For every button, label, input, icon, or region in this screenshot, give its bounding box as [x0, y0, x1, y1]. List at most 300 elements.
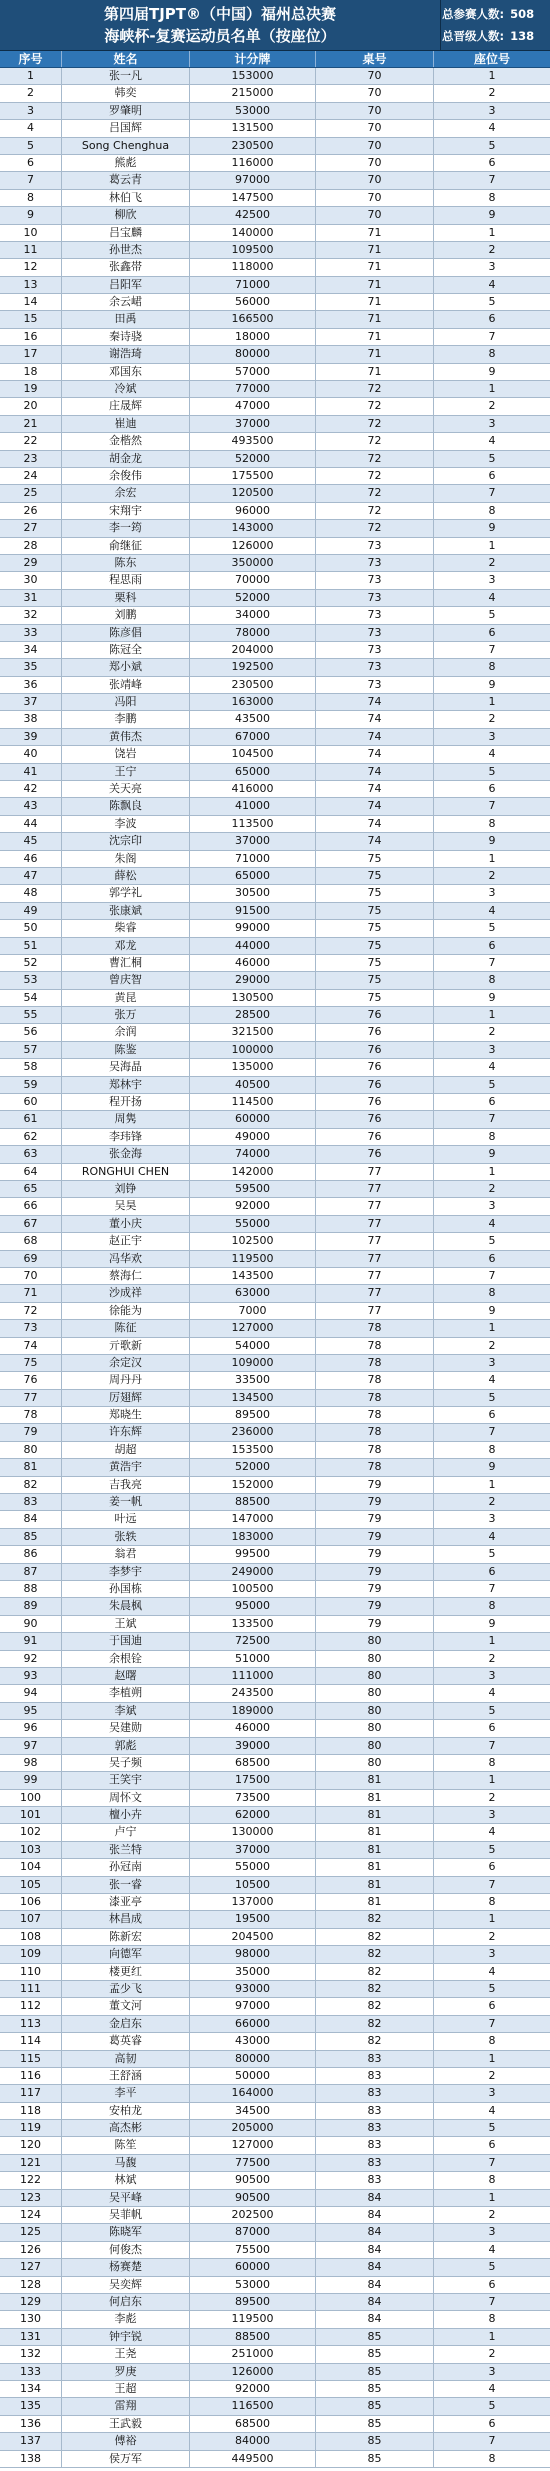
row-index: 128 [0, 2277, 62, 2293]
table-row [0, 1042, 550, 1059]
table-number: 77 [316, 1164, 434, 1180]
table-row [0, 68, 550, 85]
table-number: 85 [316, 2398, 434, 2414]
row-index: 103 [0, 1842, 62, 1858]
table-row [0, 677, 550, 694]
seat-number: 8 [488, 660, 496, 674]
seat-number: 6 [488, 1721, 496, 1735]
table-row [0, 798, 550, 815]
player-name: 翁君 [62, 1546, 190, 1562]
table-row [0, 1459, 550, 1476]
player-name: 林斌 [62, 2172, 190, 2188]
row-index: 115 [0, 2051, 62, 2067]
table-number: 70 [316, 155, 434, 171]
table-number: 79 [316, 1616, 434, 1632]
row-index: 66 [0, 1198, 62, 1214]
player-name: 张金海 [62, 1146, 190, 1162]
player-name: 亓歌新 [62, 1338, 190, 1354]
seat-number: 7 [488, 955, 496, 969]
seat-number: 8 [488, 2034, 496, 2048]
chip-count: 46000 [190, 1720, 316, 1736]
table-number: 79 [316, 1511, 434, 1527]
player-name: 余根铨 [62, 1651, 190, 1667]
table-row [0, 2242, 550, 2259]
chip-count: 147000 [190, 1511, 316, 1527]
seat-number: 6 [488, 1095, 496, 1109]
seat-number: 8 [488, 2173, 496, 2187]
table-number: 80 [316, 1738, 434, 1754]
table-number: 81 [316, 1790, 434, 1806]
table-number: 79 [316, 1477, 434, 1493]
table-row [0, 1511, 550, 1528]
table-number: 71 [316, 311, 434, 327]
row-index: 84 [0, 1511, 62, 1527]
table-row [0, 190, 550, 207]
seat-number: 7 [488, 486, 496, 500]
seat-number: 6 [488, 1251, 496, 1265]
seat-number: 3 [488, 416, 496, 430]
seat-number: 9 [488, 521, 496, 535]
seat-number: 1 [488, 1321, 496, 1335]
player-name: 许东辉 [62, 1424, 190, 1440]
chip-count: 133500 [190, 1616, 316, 1632]
chip-count: 47000 [190, 398, 316, 414]
chip-count: 49000 [190, 1129, 316, 1145]
row-index: 64 [0, 1164, 62, 1180]
player-name: 邓国东 [62, 364, 190, 380]
chip-count: 215000 [190, 85, 316, 101]
player-name: 张靖峰 [62, 677, 190, 693]
seat-number: 3 [488, 1668, 496, 1682]
table-number: 83 [316, 2137, 434, 2153]
table-row [0, 520, 550, 537]
player-name: 吴海晶 [62, 1059, 190, 1075]
row-index: 102 [0, 1824, 62, 1840]
table-row [0, 1529, 550, 1546]
table-row [0, 1024, 550, 1041]
player-name: 余云峮 [62, 294, 190, 310]
table-row [0, 2364, 550, 2381]
player-name: 李彪 [62, 2311, 190, 2327]
total-entrants-label: 总参赛人数: [442, 7, 505, 21]
chip-count: 102500 [190, 1233, 316, 1249]
table-number: 78 [316, 1320, 434, 1336]
table-number: 80 [316, 1755, 434, 1771]
player-name: 柳欣 [62, 207, 190, 223]
row-index: 33 [0, 625, 62, 641]
seat-number: 9 [488, 1303, 496, 1317]
table-number: 70 [316, 103, 434, 119]
table-number: 81 [316, 1894, 434, 1910]
seat-number: 5 [488, 1842, 496, 1856]
table-number: 80 [316, 1685, 434, 1701]
row-index: 134 [0, 2381, 62, 2397]
player-name: RONGHUI CHEN [62, 1164, 190, 1180]
row-index: 100 [0, 1790, 62, 1806]
table-number: 84 [316, 2224, 434, 2240]
player-name: 谢浩琦 [62, 346, 190, 362]
chip-count: 91500 [190, 903, 316, 919]
player-name: 宋翔宇 [62, 503, 190, 519]
row-index: 29 [0, 555, 62, 571]
row-index: 89 [0, 1598, 62, 1614]
player-name: 徐能为 [62, 1303, 190, 1319]
seat-number: 4 [488, 1373, 496, 1387]
table-row [0, 1651, 550, 1668]
player-name: 张康斌 [62, 903, 190, 919]
row-index: 35 [0, 659, 62, 675]
seat-number: 3 [488, 573, 496, 587]
player-name: 吕宝麟 [62, 225, 190, 241]
row-index: 5 [0, 138, 62, 154]
table-number: 77 [316, 1268, 434, 1284]
row-index: 99 [0, 1772, 62, 1788]
chip-count: 251000 [190, 2346, 316, 2362]
table-row [0, 1581, 550, 1598]
player-name: 张轶 [62, 1529, 190, 1545]
chip-count: 134500 [190, 1390, 316, 1406]
chip-count: 84000 [190, 2433, 316, 2449]
row-index: 70 [0, 1268, 62, 1284]
table-number: 77 [316, 1251, 434, 1267]
table-row [0, 2398, 550, 2415]
row-index: 24 [0, 468, 62, 484]
player-name: 钟宇锐 [62, 2329, 190, 2345]
table-number: 73 [316, 538, 434, 554]
seat-number: 1 [488, 2190, 496, 2204]
chip-count: 29000 [190, 972, 316, 988]
seat-number: 5 [488, 295, 496, 309]
table-number: 74 [316, 781, 434, 797]
chip-count: 118000 [190, 259, 316, 275]
row-index: 125 [0, 2224, 62, 2240]
player-name: 李平 [62, 2085, 190, 2101]
table-row [0, 1181, 550, 1198]
seat-number: 1 [488, 69, 496, 82]
player-name: 李植朔 [62, 1685, 190, 1701]
table-row [0, 1633, 550, 1650]
player-name: 秦诗骁 [62, 329, 190, 345]
row-index: 131 [0, 2329, 62, 2345]
row-index: 79 [0, 1424, 62, 1440]
player-name: 沙成祥 [62, 1285, 190, 1301]
table-row [0, 1268, 550, 1285]
table-number: 74 [316, 729, 434, 745]
seat-number: 4 [488, 1964, 496, 1978]
row-index: 82 [0, 1477, 62, 1493]
table-number: 71 [316, 259, 434, 275]
row-index: 1 [0, 68, 62, 84]
column-header-chips: 计分牌 [190, 51, 316, 67]
chip-count: 89500 [190, 2294, 316, 2310]
chip-count: 68500 [190, 1755, 316, 1771]
player-name: 雷翔 [62, 2398, 190, 2414]
row-index: 67 [0, 1216, 62, 1232]
chip-count: 114500 [190, 1094, 316, 1110]
table-row [0, 1755, 550, 1772]
chip-count: 53000 [190, 103, 316, 119]
table-number: 78 [316, 1390, 434, 1406]
chip-count: 50000 [190, 2068, 316, 2084]
seat-number: 1 [488, 1634, 496, 1648]
table-row [0, 1146, 550, 1163]
table-row [0, 851, 550, 868]
player-name: 吴建勋 [62, 1720, 190, 1736]
row-index: 98 [0, 1755, 62, 1771]
table-number: 82 [316, 1911, 434, 1927]
row-index: 113 [0, 2016, 62, 2032]
player-name: 厉翅辉 [62, 1390, 190, 1406]
seat-number: 4 [488, 1216, 496, 1230]
chip-count: 143500 [190, 1268, 316, 1284]
seat-number: 4 [488, 121, 496, 135]
table-number: 85 [316, 2433, 434, 2449]
chip-count: 119500 [190, 2311, 316, 2327]
row-index: 8 [0, 190, 62, 206]
chip-count: 97000 [190, 1998, 316, 2014]
row-index: 50 [0, 920, 62, 936]
table-number: 80 [316, 1668, 434, 1684]
table-number: 78 [316, 1424, 434, 1440]
seat-number: 2 [488, 2208, 496, 2222]
table-number: 84 [316, 2311, 434, 2327]
table-row [0, 138, 550, 155]
table-number: 79 [316, 1529, 434, 1545]
table-number: 80 [316, 1651, 434, 1667]
player-name: 庄晟辉 [62, 398, 190, 414]
seat-number: 6 [488, 2416, 496, 2430]
chip-count: 116500 [190, 2398, 316, 2414]
table-number: 82 [316, 1929, 434, 1945]
row-index: 133 [0, 2364, 62, 2380]
row-index: 52 [0, 955, 62, 971]
player-name: 张兰特 [62, 1842, 190, 1858]
row-index: 60 [0, 1094, 62, 1110]
seat-number: 2 [488, 1338, 496, 1352]
player-name: 邓龙 [62, 938, 190, 954]
table-row [0, 729, 550, 746]
seat-number: 3 [488, 260, 496, 274]
table-row [0, 885, 550, 902]
table-number: 81 [316, 1824, 434, 1840]
table-number: 76 [316, 1007, 434, 1023]
player-name: 余俊伟 [62, 468, 190, 484]
row-index: 11 [0, 242, 62, 258]
table-row [0, 1285, 550, 1302]
chip-count: 130500 [190, 990, 316, 1006]
table-number: 75 [316, 903, 434, 919]
chip-count: 67000 [190, 729, 316, 745]
seat-number: 5 [488, 764, 496, 778]
table-row [0, 1598, 550, 1615]
table-number: 79 [316, 1598, 434, 1614]
chip-count: 72500 [190, 1633, 316, 1649]
table-row [0, 1094, 550, 1111]
table-row [0, 1355, 550, 1372]
seat-number: 4 [488, 434, 496, 448]
row-index: 55 [0, 1007, 62, 1023]
player-name: 周丹丹 [62, 1372, 190, 1388]
seat-number: 3 [488, 1042, 496, 1056]
seat-number: 9 [488, 1147, 496, 1161]
seat-number: 2 [488, 399, 496, 413]
chip-count: 53000 [190, 2277, 316, 2293]
seat-number: 7 [488, 1581, 496, 1595]
chip-count: 59500 [190, 1181, 316, 1197]
row-index: 12 [0, 259, 62, 275]
row-index: 47 [0, 868, 62, 884]
table-row [0, 555, 550, 572]
player-name: 陈彦倡 [62, 625, 190, 641]
table-row [0, 311, 550, 328]
seat-number: 3 [488, 1355, 496, 1369]
seat-number: 2 [488, 712, 496, 726]
table-row [0, 990, 550, 1007]
seat-number: 9 [488, 990, 496, 1004]
table-row [0, 972, 550, 989]
seat-number: 9 [488, 677, 496, 691]
table-number: 84 [316, 2190, 434, 2206]
player-name: 陈征 [62, 1320, 190, 1336]
player-name: 高韧 [62, 2051, 190, 2067]
chip-count: 37000 [190, 833, 316, 849]
chip-count: 147500 [190, 190, 316, 206]
seat-number: 3 [488, 2086, 496, 2100]
table-number: 75 [316, 868, 434, 884]
row-index: 17 [0, 346, 62, 362]
table-number: 70 [316, 120, 434, 136]
table-number: 70 [316, 68, 434, 84]
table-number: 76 [316, 1024, 434, 1040]
seat-number: 5 [488, 138, 496, 152]
table-row [0, 2137, 550, 2154]
table-row [0, 2346, 550, 2363]
chip-count: 109000 [190, 1355, 316, 1371]
table-row [0, 485, 550, 502]
seat-number: 8 [488, 973, 496, 987]
seat-number: 7 [488, 2295, 496, 2308]
table-row [0, 259, 550, 276]
row-index: 94 [0, 1685, 62, 1701]
table-row [0, 2033, 550, 2050]
seat-number: 5 [488, 1234, 496, 1248]
table-row [0, 1442, 550, 1459]
table-number: 73 [316, 677, 434, 693]
seat-number: 1 [488, 2329, 496, 2343]
row-index: 30 [0, 572, 62, 588]
table-row [0, 2294, 550, 2311]
player-name: 周隽 [62, 1111, 190, 1127]
player-name: 余润 [62, 1024, 190, 1040]
table-row [0, 1790, 550, 1807]
chip-count: 40500 [190, 1077, 316, 1093]
seat-number: 5 [488, 451, 496, 465]
seat-number: 9 [488, 208, 496, 222]
table-row [0, 207, 550, 224]
player-name: 孙国栋 [62, 1581, 190, 1597]
row-index: 37 [0, 694, 62, 710]
table-row [0, 1616, 550, 1633]
row-index: 9 [0, 207, 62, 223]
chip-count: 75500 [190, 2242, 316, 2258]
table-row [0, 103, 550, 120]
table-row [0, 1198, 550, 1215]
row-index: 135 [0, 2398, 62, 2414]
row-index: 107 [0, 1911, 62, 1927]
total-advanced-stat [442, 28, 550, 44]
seat-number: 5 [488, 1390, 496, 1404]
player-name: 吕国辉 [62, 120, 190, 136]
total-advanced-label: 总晋级人数: [442, 29, 505, 43]
table-number: 83 [316, 2085, 434, 2101]
player-name: 董小庆 [62, 1216, 190, 1232]
chip-count: 127000 [190, 2137, 316, 2153]
chip-count: 63000 [190, 1285, 316, 1301]
table-row [0, 1477, 550, 1494]
chip-count: 56000 [190, 294, 316, 310]
roster-table-body [0, 68, 550, 2468]
chip-count: 140000 [190, 225, 316, 241]
table-row [0, 1129, 550, 1146]
row-index: 25 [0, 485, 62, 501]
player-name: 葛云青 [62, 172, 190, 188]
seat-number: 1 [488, 2051, 496, 2065]
table-row [0, 1233, 550, 1250]
player-name: 郭学礼 [62, 885, 190, 901]
row-index: 83 [0, 1494, 62, 1510]
table-number: 81 [316, 1772, 434, 1788]
row-index: 88 [0, 1581, 62, 1597]
row-index: 63 [0, 1146, 62, 1162]
table-number: 73 [316, 625, 434, 641]
table-row [0, 1407, 550, 1424]
table-number: 71 [316, 329, 434, 345]
table-number: 74 [316, 764, 434, 780]
table-number: 77 [316, 1285, 434, 1301]
seat-number: 8 [488, 347, 496, 361]
table-number: 75 [316, 920, 434, 936]
table-number: 83 [316, 2120, 434, 2136]
player-name: 黄伟杰 [62, 729, 190, 745]
player-name: 张一凡 [62, 68, 190, 84]
row-index: 40 [0, 746, 62, 762]
player-name: 陈冠全 [62, 642, 190, 658]
player-name: 傅裕 [62, 2433, 190, 2449]
seat-number: 6 [488, 468, 496, 482]
table-number: 72 [316, 468, 434, 484]
row-index: 71 [0, 1285, 62, 1301]
row-index: 31 [0, 590, 62, 606]
chip-count: 99000 [190, 920, 316, 936]
table-row [0, 1424, 550, 1441]
row-index: 91 [0, 1633, 62, 1649]
player-name: 周怀文 [62, 1790, 190, 1806]
table-number: 82 [316, 1981, 434, 1997]
table-row [0, 468, 550, 485]
table-number: 76 [316, 1146, 434, 1162]
table-number: 85 [316, 2381, 434, 2397]
seat-number: 2 [488, 1651, 496, 1665]
player-name: 黄浩宇 [62, 1459, 190, 1475]
table-number: 72 [316, 381, 434, 397]
seat-number: 8 [488, 503, 496, 517]
row-index: 36 [0, 677, 62, 693]
row-index: 72 [0, 1303, 62, 1319]
seat-number: 1 [488, 382, 496, 396]
seat-number: 8 [488, 190, 496, 204]
player-name: 余宏 [62, 485, 190, 501]
table-row [0, 155, 550, 172]
